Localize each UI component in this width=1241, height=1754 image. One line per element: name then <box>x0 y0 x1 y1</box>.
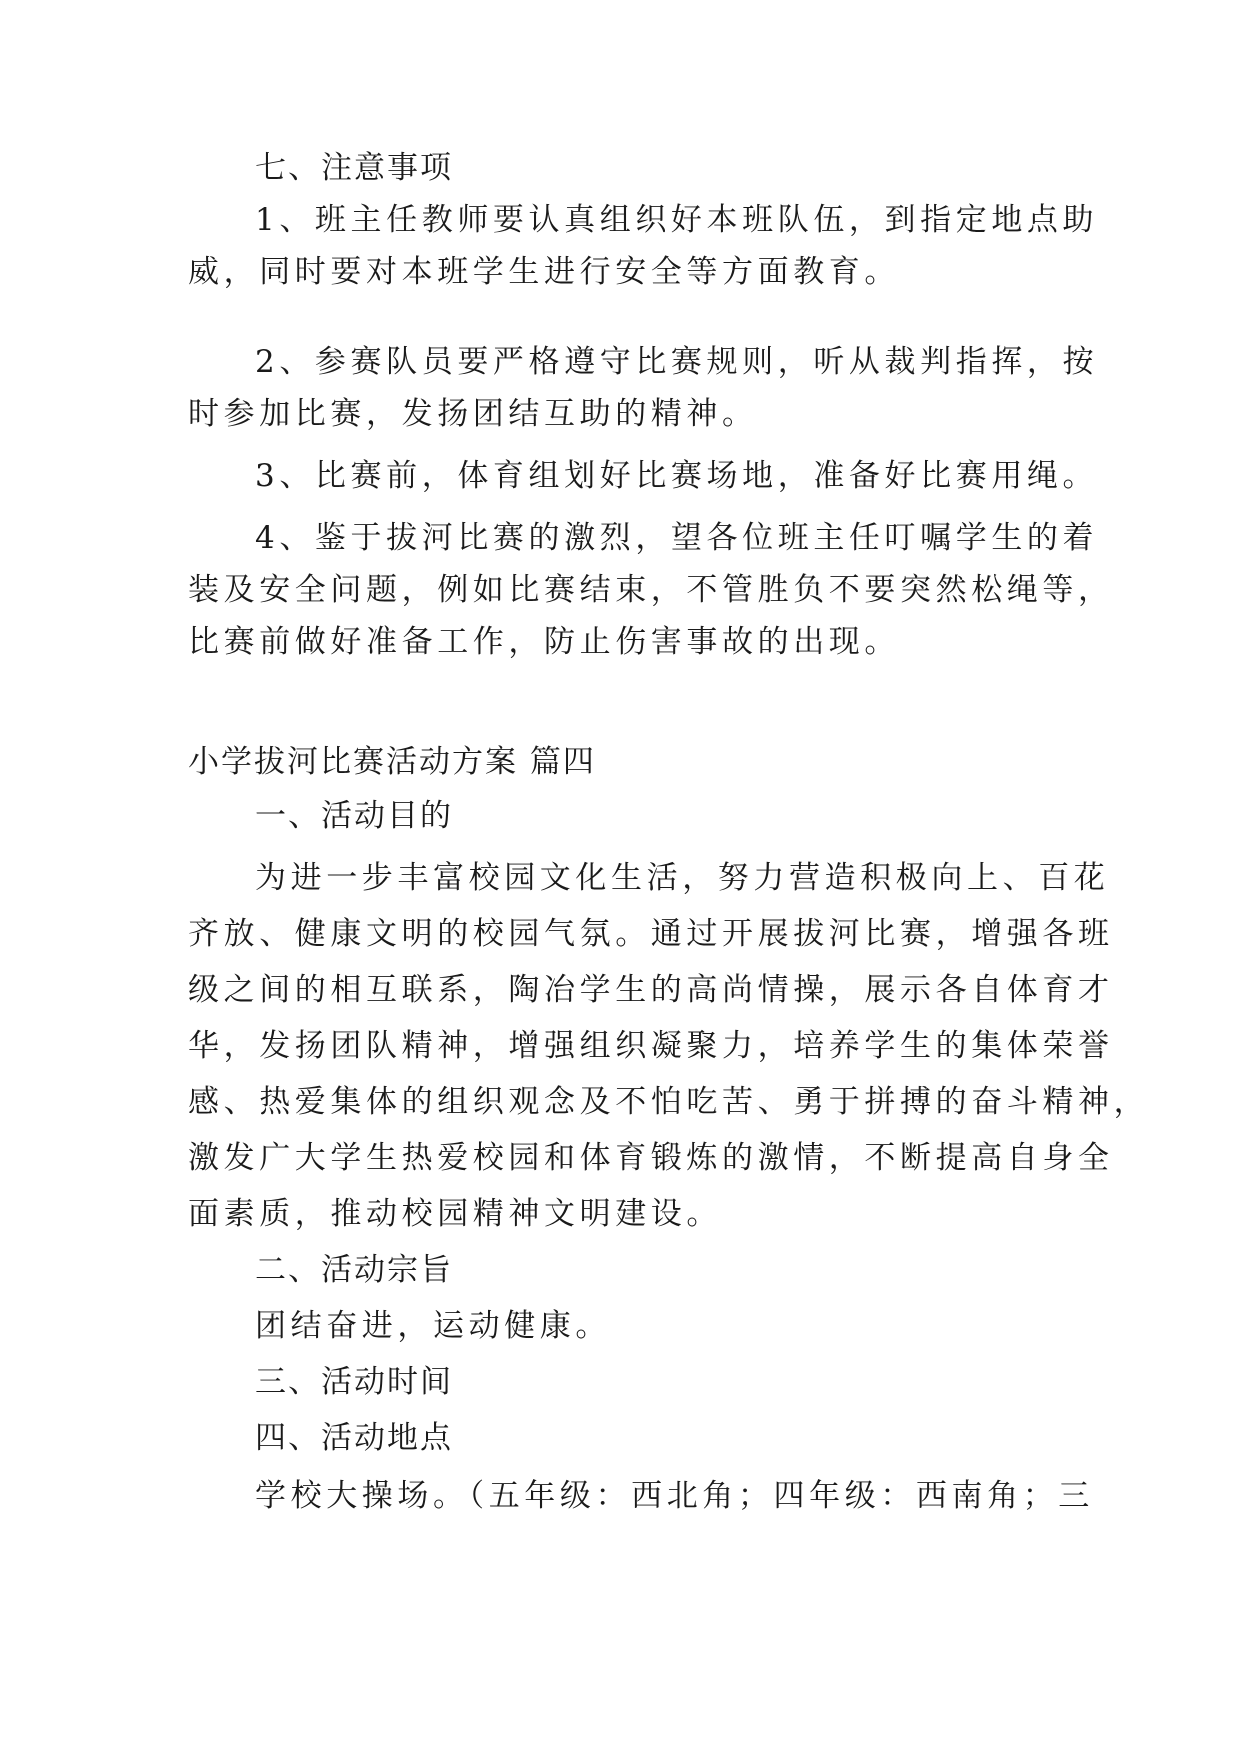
purpose-line-1: 为进一步丰富校园文化生活，努力营造积极向上、百花 <box>255 860 1110 896</box>
notes-item-4-line-3: 比赛前做好准备工作，防止伤害事故的出现。 <box>188 624 900 660</box>
purpose-line-2: 齐放、健康文明的校园气氛。通过开展拔河比赛，增强各班 <box>188 916 1114 952</box>
purpose-line-5: 感、热爱集体的组织观念及不怕吃苦、勇于拼搏的奋斗精神， <box>188 1084 1150 1120</box>
section-heading-notes: 七、注意事项 <box>255 150 453 186</box>
purpose-line-6: 激发广大学生热爱校园和体育锻炼的激情，不断提高自身全 <box>188 1140 1114 1176</box>
article-title: 小学拔河比赛活动方案 篇四 <box>188 744 596 780</box>
purpose-line-4: 华，发扬团队精神，增强组织凝聚力，培养学生的集体荣誉 <box>188 1028 1114 1064</box>
purpose-line-3: 级之间的相互联系，陶冶学生的高尚情操，展示各自体育才 <box>188 972 1114 1008</box>
tenet-text: 团结奋进，运动健康。 <box>255 1308 611 1344</box>
notes-item-1-line-2: 威，同时要对本班学生进行安全等方面教育。 <box>188 254 900 290</box>
notes-item-2-line-1: 2、参赛队员要严格遵守比赛规则，听从裁判指挥，按 <box>255 344 1099 380</box>
section-heading-tenet: 二、活动宗旨 <box>255 1252 453 1288</box>
notes-item-4-line-2: 装及安全问题，例如比赛结束，不管胜负不要突然松绳等， <box>188 572 1114 608</box>
notes-item-1-line-1: 1、班主任教师要认真组织好本班队伍，到指定地点助 <box>255 202 1099 238</box>
notes-item-2-line-2: 时参加比赛，发扬团结互助的精神。 <box>188 396 758 432</box>
section-heading-time: 三、活动时间 <box>255 1364 453 1400</box>
notes-item-3-line-1: 3、比赛前，体育组划好比赛场地，准备好比赛用绳。 <box>255 458 1099 494</box>
section-heading-purpose: 一、活动目的 <box>255 798 453 834</box>
section-heading-venue: 四、活动地点 <box>255 1420 453 1456</box>
notes-item-4-line-1: 4、鉴于拔河比赛的激烈，望各位班主任叮嘱学生的着 <box>255 520 1099 556</box>
venue-text: 学校大操场。（五年级：西北角；四年级：西南角；三 <box>255 1478 1094 1514</box>
purpose-line-7: 面素质，推动校园精神文明建设。 <box>188 1196 722 1232</box>
